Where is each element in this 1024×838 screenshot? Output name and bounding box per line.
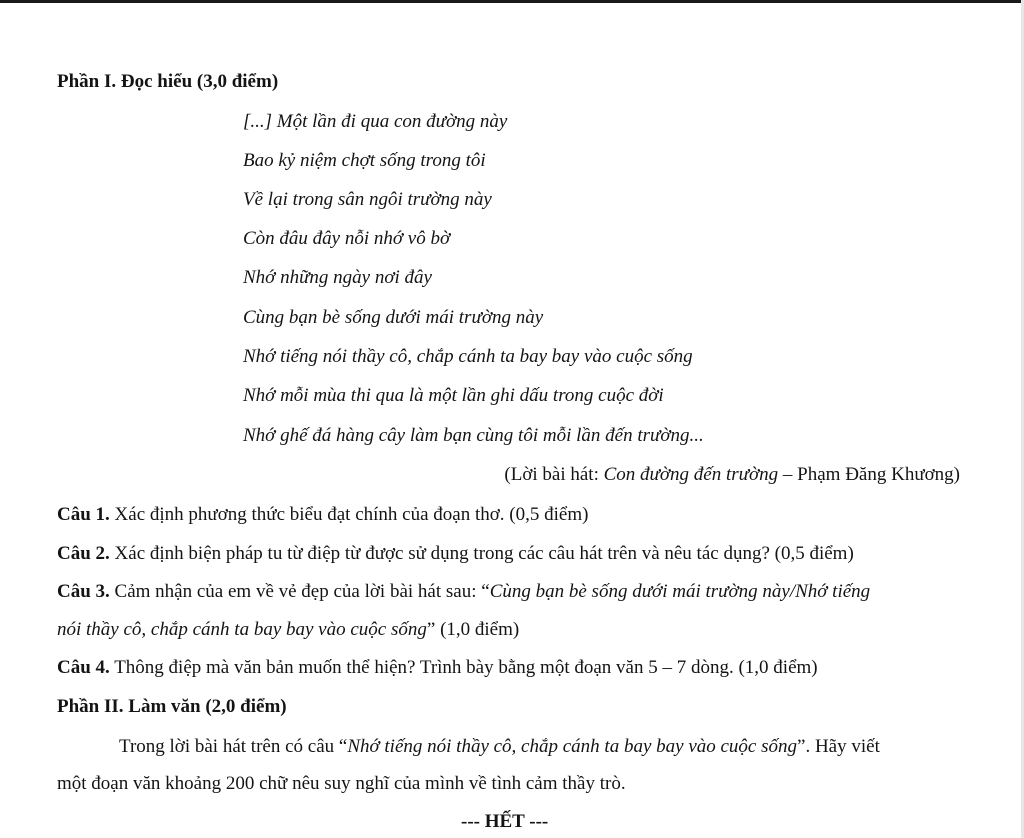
poem-source xyxy=(504,463,960,487)
poem-line: Cùng bạn bè sống dưới mái trường này xyxy=(243,307,544,328)
q4-label: Câu 4. xyxy=(57,657,110,678)
q2-text: Xác định biện pháp tu từ điệp từ được sử dụng trong các câu hát trên và nêu tác dụng? (0,5 điểm) xyxy=(109,543,854,564)
q1-text: Xác định phương thức biểu đạt chính của đoạn thơ. (0,5 điểm) xyxy=(109,504,589,525)
poem-line: Nhớ những ngày nơi đây xyxy=(243,267,432,288)
source-prefix: (Lời bài hát: xyxy=(504,464,604,485)
q3-text-a: Cảm nhận của em về vẻ đẹp của lời bài hát sau: “ xyxy=(109,581,490,602)
q3-quote-a: Cùng bạn bè sống dưới mái trường này/Nhớ tiếng xyxy=(489,581,871,602)
part2-prompt-cont: một đoạn văn khoảng 200 chữ nêu suy nghĩ của mình về tình cảm thầy trò. xyxy=(57,773,626,794)
poem-line: Nhớ tiếng nói thầy cô, chắp cánh ta bay bay vào cuộc sống xyxy=(243,346,693,367)
poem-line: Nhớ mỗi mùa thi qua là một lần ghi dấu trong cuộc đời xyxy=(243,385,664,406)
source-title: Con đường đến trường xyxy=(603,464,779,485)
poem-line: Về lại trong sân ngôi trường này xyxy=(243,189,492,210)
poem-line: Còn đâu đây nỗi nhớ vô bờ xyxy=(243,228,451,249)
question-2 xyxy=(57,542,854,566)
poem-line: Nhớ ghế đá hàng cây làm bạn cùng tôi mỗi lần đến trường... xyxy=(243,425,704,446)
q3-text-b: ” (1,0 điểm) xyxy=(426,619,520,640)
q3-quote-b: nói thầy cô, chắp cánh ta bay bay vào cuộc sống xyxy=(57,619,427,640)
part2-prompt xyxy=(119,735,880,759)
question-3 xyxy=(57,580,870,604)
end-mark: --- HẾT --- xyxy=(461,811,549,832)
question-3-cont xyxy=(57,618,519,642)
part1-heading: Phần I. Đọc hiểu (3,0 điểm) xyxy=(57,71,279,92)
q1-label: Câu 1. xyxy=(57,504,110,525)
poem-line: [...] Một lần đi qua con đường này xyxy=(243,111,508,132)
poem-line: Bao kỷ niệm chợt sống trong tôi xyxy=(243,150,486,171)
part2-quote: Nhớ tiếng nói thầy cô, chắp cánh ta bay bay vào cuộc sống xyxy=(347,736,798,757)
q2-label: Câu 2. xyxy=(57,543,110,564)
q3-label: Câu 3. xyxy=(57,581,110,602)
question-1 xyxy=(57,503,588,527)
part2-text-a: Trong lời bài hát trên có câu “ xyxy=(119,736,348,757)
source-suffix: – Phạm Đăng Khương) xyxy=(778,464,960,485)
question-4 xyxy=(57,656,818,680)
q4-text: Thông điệp mà văn bản muốn thể hiện? Trình bày bằng một đoạn văn 5 – 7 dòng. (1,0 điểm) xyxy=(109,657,818,678)
part2-heading: Phần II. Làm văn (2,0 điểm) xyxy=(57,696,287,717)
part2-text-b: ”. Hãy viết xyxy=(797,736,880,757)
